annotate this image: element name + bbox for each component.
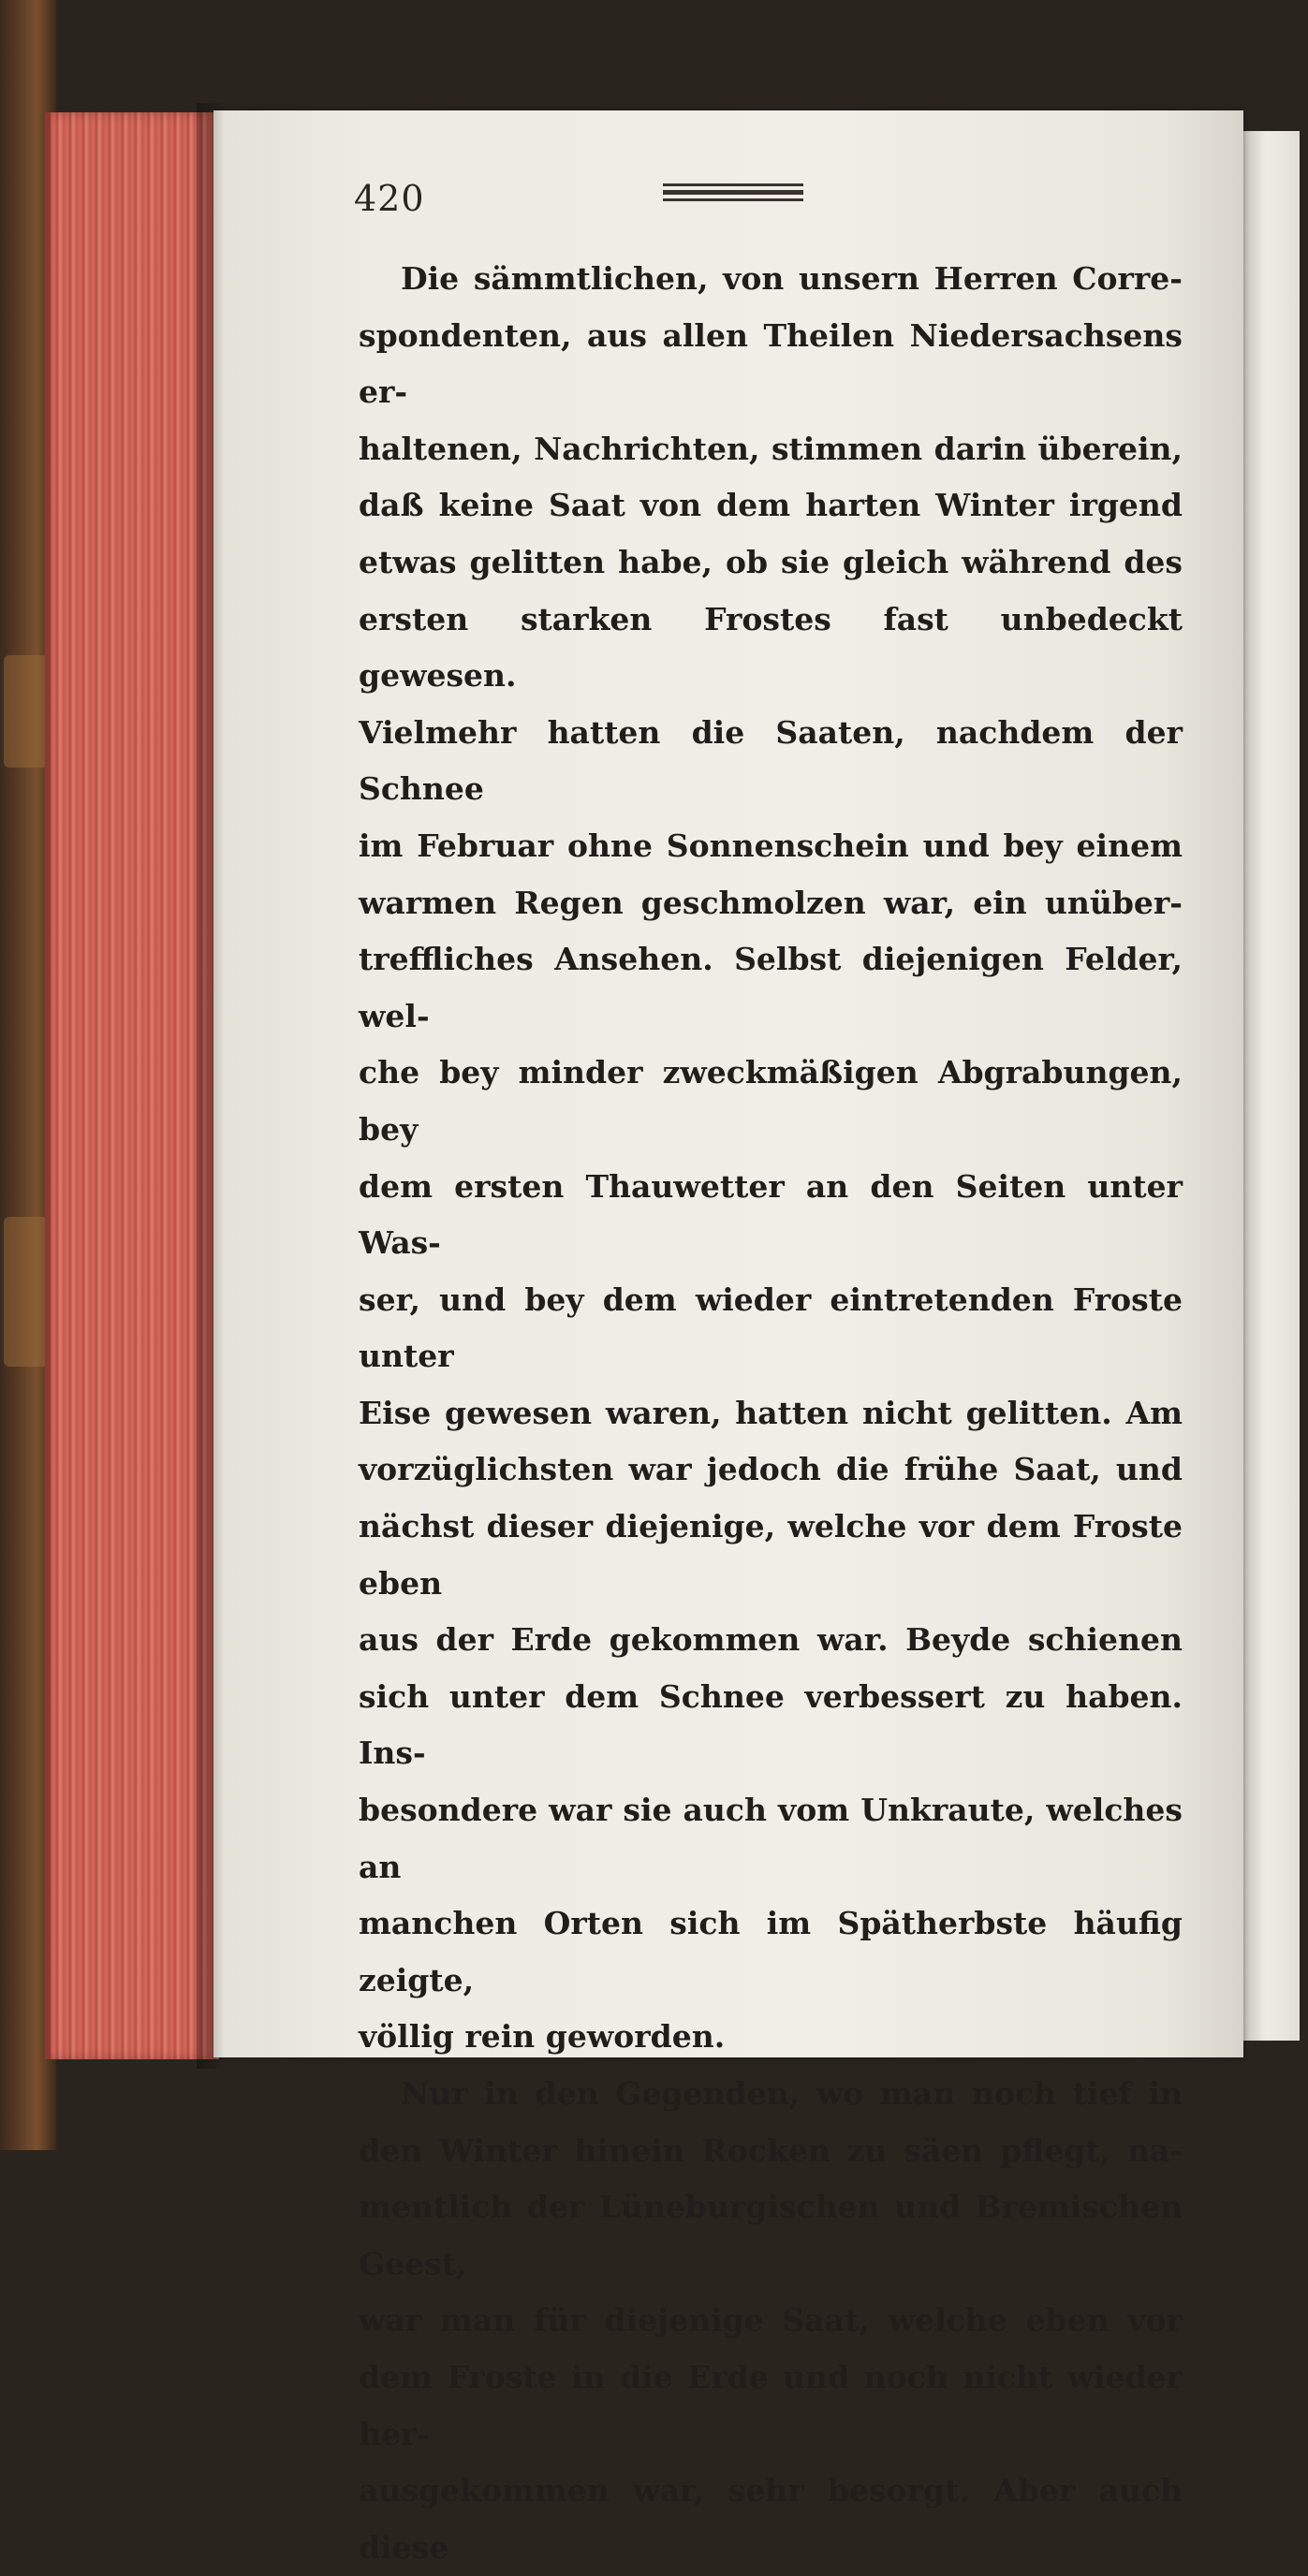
text-line: dem ersten Thauwetter an den Seiten unter Was- <box>359 1167 1183 1262</box>
text-line: aus der Erde gekommen war. Beyde schienen <box>359 1621 1183 1659</box>
text-line: haltenen, Nachrichten, stimmen darin überein, <box>359 430 1183 467</box>
text-line: ersten starken Frostes fast unbedeckt gewesen. <box>359 600 1183 695</box>
cover-wear-patch <box>4 1217 49 1367</box>
text-line: warmen Regen geschmolzen war, ein unüber- <box>359 884 1183 921</box>
text-line: im Februar ohne Sonnenschein und bey einem <box>359 827 1183 864</box>
text-line: daß keine Saat von dem harten Winter irgend <box>359 487 1183 524</box>
page-number: 420 <box>354 178 425 219</box>
text-line: etwas gelitten habe, ob sie gleich während des <box>359 543 1183 580</box>
text-line: vorzüglichsten war jedoch die frühe Saat, und <box>359 1451 1183 1488</box>
text-line: den Winter hinein Rocken zu säen pflegt, na- <box>359 2131 1183 2169</box>
text-line: völlig rein geworden. <box>359 2018 726 2056</box>
text-line: besondere war sie auch vom Unkraute, welches an <box>359 1792 1183 1885</box>
text-line: war man für diejenige Saat, welche eben vor <box>359 2302 1183 2339</box>
text-line: che bey minder zweckmäßigen Abgrabungen, bey <box>359 1054 1183 1148</box>
text-line: sich unter dem Schnee verbessert zu haben. Ins- <box>359 1677 1183 1772</box>
text-line: nächst dieser diejenige, welche vor dem Froste eben <box>359 1508 1183 1602</box>
text-line: Nur in den Gegenden, wo man noch tief in <box>401 2075 1183 2112</box>
body-text <box>359 251 1183 2576</box>
page-gutter-shadow <box>197 103 225 2069</box>
text-line: Die sämmtlichen, von unsern Herren Corre- <box>401 260 1183 297</box>
book-page <box>213 110 1243 2566</box>
text-line: ser, und bey dem wieder eintretenden Froste unter <box>359 1281 1183 1375</box>
header-rule <box>663 183 803 204</box>
text-line: dem Froste in die Erde und noch nicht wieder her- <box>359 2358 1183 2452</box>
text-line: mentlich der Lüneburgischen und Bremischen Geest, <box>359 2188 1183 2282</box>
text-line: Eise gewesen waren, hatten nicht gelitten. Am <box>359 1394 1183 1431</box>
text-line: spondenten, aus allen Theilen Niedersachsens er- <box>359 316 1183 411</box>
text-line: manchen Orten sich im Spätherbste häufig zeigte, <box>359 1905 1183 1998</box>
text-line: ausgekommen war, sehr besorgt. Aber auch diese <box>359 2472 1183 2566</box>
facing-page-edge <box>1243 131 1300 2041</box>
cover-wear-patch <box>4 655 49 768</box>
text-line: treffliches Ansehen. Selbst diejenigen Felder, wel- <box>359 941 1183 1034</box>
text-line: Vielmehr hatten die Saaten, nachdem der Schnee <box>359 713 1183 808</box>
page-edges <box>45 112 219 2059</box>
